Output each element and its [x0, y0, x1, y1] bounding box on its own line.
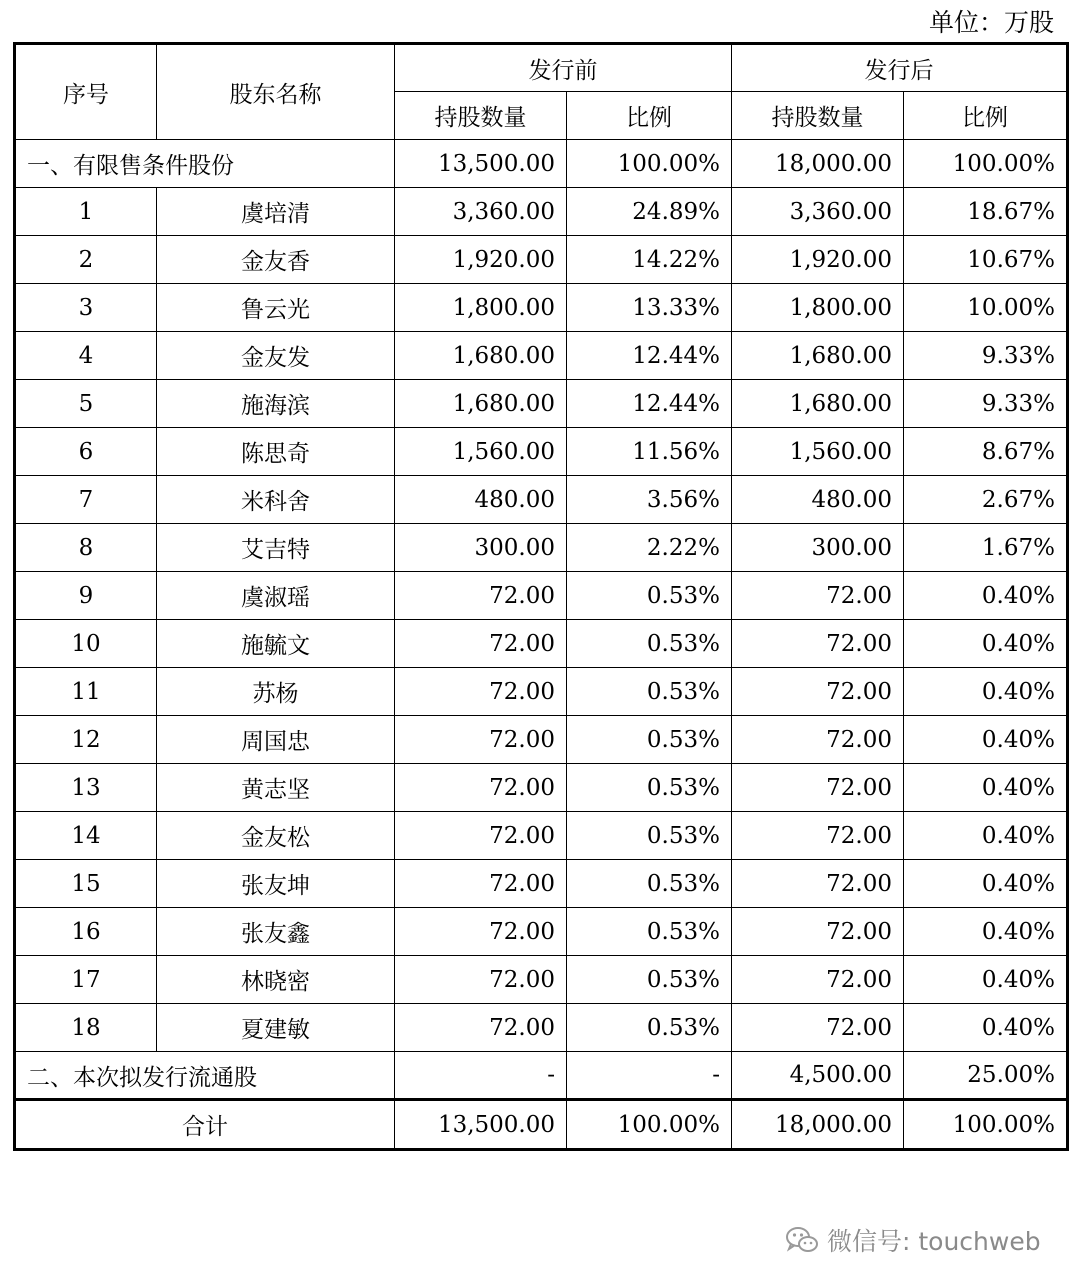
header-after-shares: 持股数量 [732, 92, 904, 140]
cell-after-shares: 72.00 [732, 860, 904, 908]
watermark-text: 微信号: touchweb [827, 1227, 1041, 1256]
cell-before-shares: 1,560.00 [395, 428, 567, 476]
cell-before-shares: 72.00 [395, 620, 567, 668]
unit-label: 单位：万股 [928, 8, 1054, 37]
cell-shareholder-name: 陈思奇 [157, 428, 395, 476]
cell-after-shares: 72.00 [732, 620, 904, 668]
cell-after-ratio: 0.40% [904, 1004, 1068, 1052]
cell-shareholder-name: 鲁云光 [157, 284, 395, 332]
cell-after-ratio: 18.67% [904, 188, 1068, 236]
table-row [15, 668, 1068, 716]
section-restricted-after-shares: 18,000.00 [732, 140, 904, 188]
table-row [15, 572, 1068, 620]
cell-before-shares: 72.00 [395, 908, 567, 956]
cell-before-shares: 3,360.00 [395, 188, 567, 236]
watermark [785, 1222, 1041, 1258]
cell-shareholder-name: 施毓文 [157, 620, 395, 668]
cell-after-ratio: 0.40% [904, 860, 1068, 908]
total-label: 合计 [15, 1100, 395, 1150]
cell-before-ratio: 0.53% [567, 1004, 732, 1052]
cell-after-ratio: 2.67% [904, 476, 1068, 524]
cell-shareholder-name: 艾吉特 [157, 524, 395, 572]
cell-after-shares: 72.00 [732, 1004, 904, 1052]
cell-seq: 9 [15, 572, 157, 620]
cell-seq: 14 [15, 812, 157, 860]
table-row [15, 620, 1068, 668]
header-after-ratio: 比例 [904, 92, 1068, 140]
cell-shareholder-name: 苏杨 [157, 668, 395, 716]
cell-before-ratio: 0.53% [567, 908, 732, 956]
cell-after-ratio: 0.40% [904, 956, 1068, 1004]
section-new-issue-before-shares: - [395, 1052, 567, 1100]
total-after-ratio: 100.00% [904, 1100, 1068, 1150]
table-row [15, 860, 1068, 908]
cell-before-ratio: 0.53% [567, 572, 732, 620]
header-after: 发行后 [732, 44, 1068, 92]
cell-after-ratio: 0.40% [904, 716, 1068, 764]
table-row [15, 764, 1068, 812]
wechat-icon [785, 1225, 819, 1255]
cell-after-ratio: 0.40% [904, 668, 1068, 716]
total-row [15, 1100, 1068, 1150]
cell-before-shares: 480.00 [395, 476, 567, 524]
cell-seq: 15 [15, 860, 157, 908]
cell-before-ratio: 12.44% [567, 380, 732, 428]
section-new-issue-after-shares: 4,500.00 [732, 1052, 904, 1100]
cell-after-shares: 480.00 [732, 476, 904, 524]
section-restricted-after-ratio: 100.00% [904, 140, 1068, 188]
cell-seq: 8 [15, 524, 157, 572]
cell-after-shares: 3,360.00 [732, 188, 904, 236]
cell-seq: 3 [15, 284, 157, 332]
cell-after-shares: 1,800.00 [732, 284, 904, 332]
cell-before-shares: 72.00 [395, 860, 567, 908]
table-row [15, 716, 1068, 764]
section-new-issue-before-ratio: - [567, 1052, 732, 1100]
cell-after-ratio: 10.67% [904, 236, 1068, 284]
table-row [15, 236, 1068, 284]
cell-after-shares: 72.00 [732, 956, 904, 1004]
table-row [15, 188, 1068, 236]
cell-before-shares: 1,800.00 [395, 284, 567, 332]
cell-seq: 10 [15, 620, 157, 668]
cell-shareholder-name: 金友发 [157, 332, 395, 380]
section-restricted-label: 一、有限售条件股份 [15, 140, 395, 188]
cell-before-ratio: 0.53% [567, 668, 732, 716]
cell-before-ratio: 0.53% [567, 716, 732, 764]
table-row [15, 956, 1068, 1004]
table-row [15, 908, 1068, 956]
cell-after-ratio: 9.33% [904, 380, 1068, 428]
cell-before-ratio: 3.56% [567, 476, 732, 524]
cell-after-shares: 1,560.00 [732, 428, 904, 476]
shareholding-table [13, 42, 1069, 1151]
cell-before-shares: 72.00 [395, 716, 567, 764]
cell-before-ratio: 0.53% [567, 764, 732, 812]
cell-after-shares: 72.00 [732, 668, 904, 716]
cell-seq: 6 [15, 428, 157, 476]
cell-shareholder-name: 夏建敏 [157, 1004, 395, 1052]
cell-before-ratio: 12.44% [567, 332, 732, 380]
cell-shareholder-name: 林晓密 [157, 956, 395, 1004]
section-restricted-before-shares: 13,500.00 [395, 140, 567, 188]
section-new-issue-after-ratio: 25.00% [904, 1052, 1068, 1100]
header-before-ratio: 比例 [567, 92, 732, 140]
cell-shareholder-name: 金友香 [157, 236, 395, 284]
table-row [15, 476, 1068, 524]
cell-before-shares: 72.00 [395, 572, 567, 620]
cell-seq: 18 [15, 1004, 157, 1052]
cell-after-ratio: 0.40% [904, 764, 1068, 812]
cell-after-shares: 1,920.00 [732, 236, 904, 284]
cell-after-ratio: 8.67% [904, 428, 1068, 476]
total-after-shares: 18,000.00 [732, 1100, 904, 1150]
cell-seq: 12 [15, 716, 157, 764]
cell-after-ratio: 0.40% [904, 572, 1068, 620]
cell-after-shares: 72.00 [732, 764, 904, 812]
cell-seq: 5 [15, 380, 157, 428]
total-before-ratio: 100.00% [567, 1100, 732, 1150]
cell-after-shares: 72.00 [732, 812, 904, 860]
table-row [15, 332, 1068, 380]
cell-seq: 13 [15, 764, 157, 812]
cell-shareholder-name: 张友坤 [157, 860, 395, 908]
table-row [15, 428, 1068, 476]
cell-after-shares: 300.00 [732, 524, 904, 572]
cell-seq: 7 [15, 476, 157, 524]
cell-shareholder-name: 虞培清 [157, 188, 395, 236]
cell-after-shares: 72.00 [732, 908, 904, 956]
table-row [15, 380, 1068, 428]
section-restricted-before-ratio: 100.00% [567, 140, 732, 188]
table-row [15, 812, 1068, 860]
cell-shareholder-name: 虞淑瑶 [157, 572, 395, 620]
cell-seq: 16 [15, 908, 157, 956]
cell-seq: 17 [15, 956, 157, 1004]
cell-shareholder-name: 周国忠 [157, 716, 395, 764]
cell-before-shares: 72.00 [395, 1004, 567, 1052]
table-row [15, 524, 1068, 572]
cell-shareholder-name: 黄志坚 [157, 764, 395, 812]
cell-seq: 1 [15, 188, 157, 236]
cell-shareholder-name: 张友鑫 [157, 908, 395, 956]
section-restricted-row [15, 140, 1068, 188]
cell-after-ratio: 0.40% [904, 812, 1068, 860]
cell-before-ratio: 0.53% [567, 956, 732, 1004]
total-before-shares: 13,500.00 [395, 1100, 567, 1150]
table-row [15, 1004, 1068, 1052]
cell-after-shares: 1,680.00 [732, 332, 904, 380]
cell-before-ratio: 0.53% [567, 812, 732, 860]
cell-after-ratio: 0.40% [904, 908, 1068, 956]
cell-before-shares: 72.00 [395, 668, 567, 716]
cell-after-ratio: 10.00% [904, 284, 1068, 332]
cell-before-shares: 300.00 [395, 524, 567, 572]
cell-before-ratio: 24.89% [567, 188, 732, 236]
cell-shareholder-name: 米科舍 [157, 476, 395, 524]
section-new-issue-row [15, 1052, 1068, 1100]
cell-seq: 11 [15, 668, 157, 716]
cell-before-ratio: 2.22% [567, 524, 732, 572]
cell-after-shares: 1,680.00 [732, 380, 904, 428]
cell-after-shares: 72.00 [732, 716, 904, 764]
cell-after-ratio: 9.33% [904, 332, 1068, 380]
cell-before-shares: 72.00 [395, 956, 567, 1004]
cell-seq: 2 [15, 236, 157, 284]
cell-before-shares: 1,920.00 [395, 236, 567, 284]
header-seq: 序号 [15, 44, 157, 140]
cell-before-shares: 72.00 [395, 812, 567, 860]
cell-after-ratio: 0.40% [904, 620, 1068, 668]
cell-before-shares: 72.00 [395, 764, 567, 812]
cell-seq: 4 [15, 332, 157, 380]
cell-before-ratio: 13.33% [567, 284, 732, 332]
cell-before-shares: 1,680.00 [395, 332, 567, 380]
header-name: 股东名称 [157, 44, 395, 140]
table-row [15, 284, 1068, 332]
cell-after-ratio: 1.67% [904, 524, 1068, 572]
cell-before-ratio: 11.56% [567, 428, 732, 476]
cell-before-ratio: 14.22% [567, 236, 732, 284]
section-new-issue-label: 二、本次拟发行流通股 [15, 1052, 395, 1100]
cell-after-shares: 72.00 [732, 572, 904, 620]
cell-before-shares: 1,680.00 [395, 380, 567, 428]
cell-before-ratio: 0.53% [567, 860, 732, 908]
cell-before-ratio: 0.53% [567, 620, 732, 668]
cell-shareholder-name: 施海滨 [157, 380, 395, 428]
header-before: 发行前 [395, 44, 732, 92]
header-before-shares: 持股数量 [395, 92, 567, 140]
cell-shareholder-name: 金友松 [157, 812, 395, 860]
